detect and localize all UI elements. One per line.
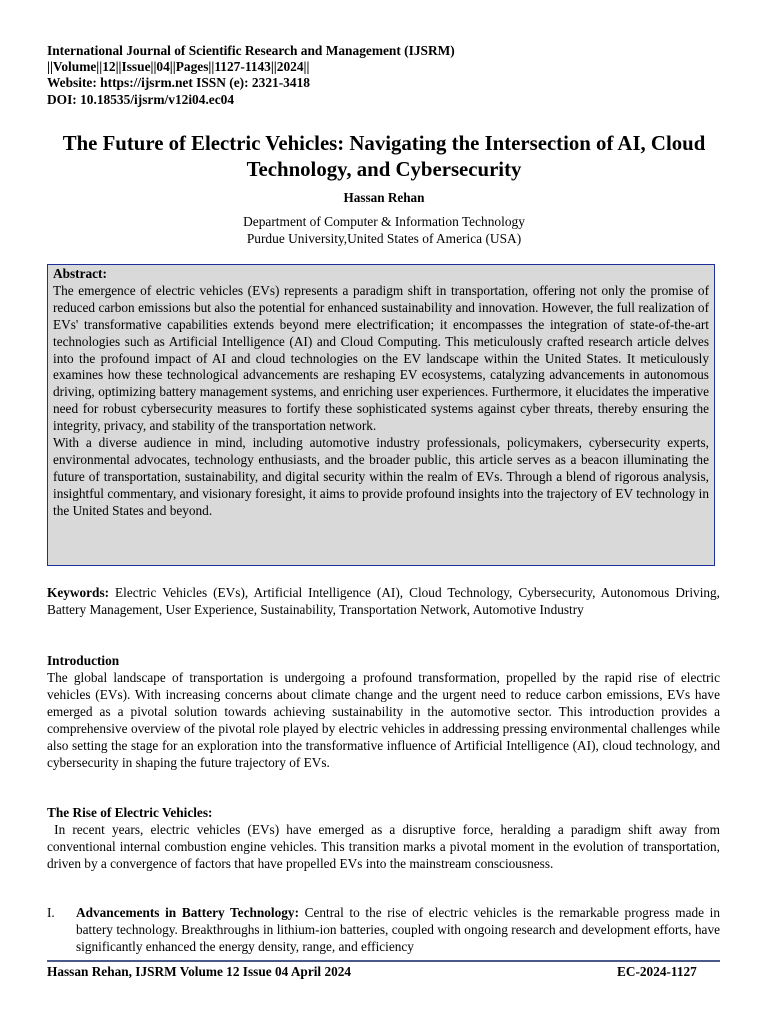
introduction-text: The global landscape of transportation is undergoing a profound transformation, propelled by the rapid rise of electric vehicles (EVs). With increasing concerns about climate change and the urgent need to reduce carbon emissions, EVs have emerged as a pivotal solution towards achieving sustainability in the automotive sector. This introduction provides a comprehensive overview of the pivotal role played by electric vehicles in addressing pressing environmental challenges while also setting the stage for an exploration into the transformative influence of Artificial Intelligence (AI), cloud technology, and cybersecurity in shaping the future trajectory of EVs.: [47, 670, 720, 770]
department: Department of Computer & Information Technology: [243, 214, 525, 229]
introduction-heading: Introduction: [47, 653, 120, 668]
rise-text: In recent years, electric vehicles (EVs) have emerged as a disruptive force, heralding a paradigm shift away from conventional internal combustion engine vehicles. This transition marks a pivotal moment in the evolution of transportation, driven by a convergence of factors that have propelled EVs into the mainstream consciousness.: [47, 822, 724, 871]
author-name: Hassan Rehan: [343, 190, 425, 205]
footer-citation: Hassan Rehan, IJSRM Volume 12 Issue 04 April 2024: [47, 964, 352, 979]
abstract-paragraph-1: The emergence of electric vehicles (EVs) represents a paradigm shift in transportation, offering not only the promise of reduced carbon emissions but also the potential for enhanced sustainability and innovation. However, the full realization of EVs' transformative capabilities extends beyond mere electrification; it encompasses the integration of state-of-the-art technologies such as Artificial Intelligence (AI) and Cloud Computing. This meticulously crafted research article delves into the profound impact of AI and cloud technologies on the EV landscape within the United States. It meticulously examines how these technological advancements are reshaping EV ecosystems, catalyzing advancements in autonomous driving, optimizing battery management systems, and enriching user experiences. Furthermore, it elucidates the imperative need for robust cybersecurity measures to fortify these sophisticated systems against cyber threats, thereby ensuring the integrity, privacy, and stability of the transportation network.: [53, 282, 709, 434]
introduction-section: [47, 652, 720, 771]
university: Purdue University,United States of America (USA): [246, 231, 522, 246]
rise-section: [47, 804, 724, 872]
footer-page-id: EC-2024-1127: [617, 964, 697, 979]
list-item-text: Central to the rise of electric vehicles is the remarkable progress made in battery technology. Breakthroughs in lithium-ion batteries, coupled with ongoing research and development efforts, have significantly enhanced the energy density, range, and efficiency: [76, 905, 724, 954]
keywords-text: Electric Vehicles (EVs), Artificial Intelligence (AI), Cloud Technology, Cybersecurity, Autonomous Driving, Battery Management, User Experience, Sustainability, Transportation Network, Automotive Industry: [47, 585, 721, 617]
paper-title: The Future of Electric Vehicles: Navigating the Intersection of AI, Cloud Technology, and Cybersecurity: [62, 132, 706, 181]
list-item-heading: Advancements in Battery Technology:: [76, 905, 299, 920]
affiliation: [0, 213, 768, 247]
abstract-paragraph-2: With a diverse audience in mind, including automotive industry professionals, policymakers, cybersecurity experts, environmental advocates, technology enthusiasts, and the broader public, this article serves as a beacon illuminating the future of transportation, sustainability, and digital security within the realm of EVs. Through a blend of rigorous analysis, insightful commentary, and visionary foresight, it aims to provide profound insights into the trajectory of EV technology in the United States and beyond.: [53, 435, 709, 518]
keywords-section: [47, 584, 720, 618]
journal-header: [47, 43, 455, 108]
abstract-box: [47, 264, 715, 566]
abstract-label: Abstract:: [53, 266, 107, 281]
keywords-label: Keywords:: [47, 585, 110, 600]
doi: DOI: 10.18535/ijsrm/v12i04.ec04: [47, 91, 235, 107]
footer-divider: [47, 960, 720, 962]
volume-info: ||Volume||12||Issue||04||Pages||1127-1143||2024||: [47, 59, 310, 75]
list-number: I.: [47, 905, 55, 920]
journal-name: International Journal of Scientific Research and Management (IJSRM): [47, 43, 455, 58]
rise-heading: The Rise of Electric Vehicles:: [47, 805, 213, 820]
website-issn: Website: https://ijsrm.net ISSN (e): 2321-3418: [47, 75, 310, 91]
list-item: [47, 904, 724, 955]
